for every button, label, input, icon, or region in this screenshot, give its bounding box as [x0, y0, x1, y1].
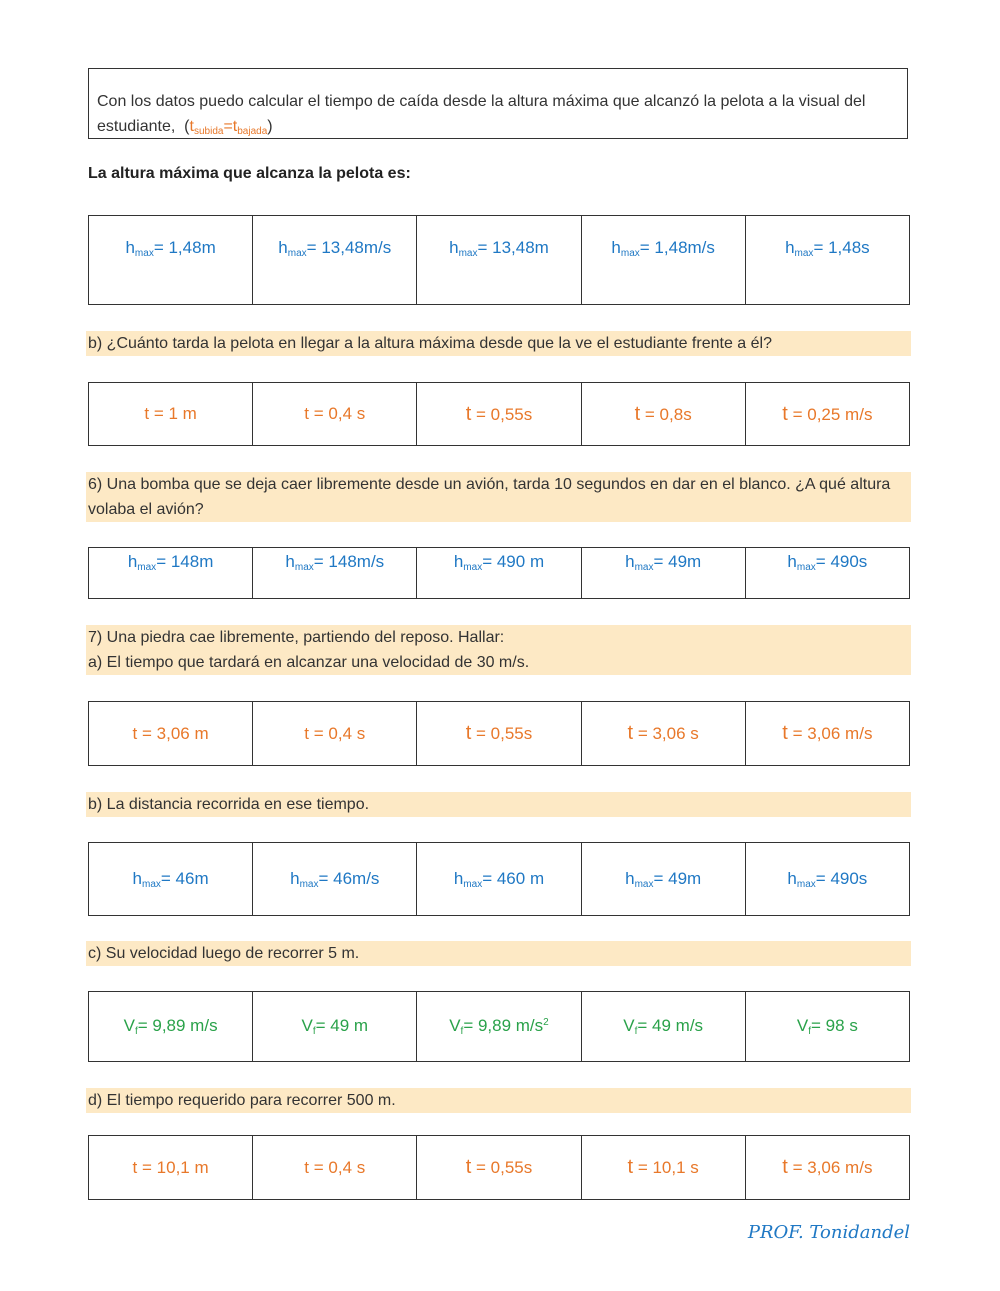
subscript: f — [634, 1026, 638, 1037]
var: h — [127, 552, 138, 571]
var: t — [782, 722, 788, 744]
options-row-2 — [88, 382, 910, 446]
subscript: max — [463, 878, 483, 890]
value: = 3,06 s — [637, 724, 699, 743]
intro-box — [88, 68, 908, 139]
value: = 46m — [160, 868, 209, 888]
option-5-4[interactable] — [581, 843, 745, 916]
value: = 9,89 m/s — [137, 1016, 218, 1035]
var: h — [132, 868, 142, 888]
intro-formula: $(t_{subida}=t_{bajada})$ — [179, 118, 273, 137]
question-b1: b) ¿Cuánto tarda la pelota en llegar a la altura máxima desde que la ve el estudiante frente a él? — [86, 331, 911, 356]
var: h — [453, 552, 464, 571]
superscript: 2 — [543, 1017, 549, 1028]
option-6-4[interactable] — [581, 992, 745, 1062]
option-7-5[interactable] — [745, 1136, 909, 1200]
value: = 0,8s — [644, 404, 692, 424]
option-4-1[interactable] — [89, 702, 253, 766]
option-4-2[interactable] — [253, 702, 417, 766]
option-6-2[interactable] — [253, 992, 417, 1062]
subscript: f — [460, 1026, 464, 1037]
value: = 46m/s — [318, 868, 380, 888]
value: = 0,4 s — [313, 404, 366, 423]
subscript: max — [634, 562, 654, 573]
question-7b: b) La distancia recorrida en ese tiempo. — [86, 792, 911, 817]
var: t — [782, 1156, 788, 1178]
question-7d: d) El tiempo requerido para recorrer 500 m. — [86, 1088, 911, 1113]
option-7-1[interactable] — [89, 1136, 253, 1200]
value: = 3,06 m/s — [792, 724, 873, 743]
value: = 148m/s — [313, 552, 385, 571]
value: = 0,55s — [475, 724, 533, 743]
options-row-6 — [88, 991, 910, 1062]
value: = 0,4 s — [313, 723, 366, 743]
option-5-3[interactable] — [417, 843, 581, 916]
value: = 13,48m/s — [306, 238, 392, 257]
t-var: t — [189, 118, 194, 135]
option-4-3[interactable] — [417, 702, 581, 766]
subscript: f — [134, 1026, 138, 1037]
subscript: max — [794, 248, 814, 259]
value: = 490s — [815, 868, 868, 888]
option-2-5[interactable] — [745, 383, 909, 446]
var: h — [625, 552, 635, 571]
question-6: 6) Una bomba que se deja caer libremente desde un avión, tarda 10 segundos en dar en el blanco. ¿A qué altura volaba el avión? — [86, 472, 911, 522]
var: t — [627, 722, 634, 744]
subscript: f — [312, 1026, 316, 1037]
option-2-1[interactable] — [89, 383, 253, 446]
intro-text: Con los datos puedo calcular el tiempo de caída desde la altura máxima que alcanzó la pelota a la visual del estudiante, — [97, 93, 866, 135]
option-7-4[interactable] — [581, 1136, 745, 1200]
option-7-2[interactable] — [253, 1136, 417, 1200]
options-row-4 — [88, 701, 910, 766]
var: t — [465, 402, 472, 425]
value: = 3,06 m/s — [792, 1158, 873, 1177]
options-row-3 — [88, 547, 910, 599]
question-7 — [86, 625, 911, 675]
value: = 49m — [653, 868, 702, 888]
option-2-3[interactable] — [417, 383, 581, 446]
subscript: max — [134, 248, 154, 259]
var: t — [782, 402, 788, 425]
option-3-5[interactable] — [745, 548, 909, 599]
var: h — [787, 552, 797, 571]
var: h — [278, 238, 288, 257]
value: = 1 m — [153, 404, 197, 423]
var: V — [123, 1016, 135, 1035]
value: = 49 m — [315, 1016, 369, 1035]
subscript: max — [142, 878, 161, 890]
question-7-line-2: a) El tiempo que tardará en alcanzar una velocidad de 30 m/s. — [88, 654, 530, 671]
var: h — [787, 868, 797, 888]
option-2-4[interactable] — [581, 383, 745, 446]
option-6-1[interactable] — [89, 992, 253, 1062]
var: t — [627, 1156, 634, 1178]
subscript: max — [294, 562, 314, 573]
value: = 148m — [156, 552, 214, 571]
option-7-3[interactable] — [417, 1136, 581, 1200]
option-3-4[interactable] — [581, 548, 745, 599]
value: = 0,55s — [475, 1158, 533, 1177]
subscript: max — [137, 562, 157, 573]
value: = 49 m/s — [637, 1016, 704, 1035]
options-row-5 — [88, 842, 910, 916]
var: V — [796, 1016, 809, 1035]
var: V — [623, 1016, 635, 1035]
value: = 490s — [815, 552, 868, 571]
value: = 10,1 s — [637, 1158, 699, 1177]
subscript: max — [287, 248, 307, 259]
options-row-7 — [88, 1135, 910, 1200]
value: = 13,48m — [477, 238, 549, 257]
sub-bajada: bajada — [237, 126, 268, 137]
value: = 0,4 s — [313, 1157, 366, 1177]
value: = 98 s — [811, 1016, 858, 1035]
option-6-5[interactable] — [745, 992, 909, 1062]
var: t — [465, 722, 472, 744]
var: t — [144, 404, 150, 423]
value: = 1,48m — [153, 238, 216, 257]
option-4-4[interactable] — [581, 702, 745, 766]
var: t — [132, 1157, 138, 1177]
option-1-5[interactable] — [745, 216, 909, 305]
t-var-2: t — [232, 118, 238, 135]
value: = 49m — [653, 552, 702, 571]
var: h — [625, 868, 635, 888]
value: = 0,55s — [475, 404, 533, 424]
var: t — [634, 402, 641, 425]
equals-sign: = — [223, 118, 233, 135]
option-5-5[interactable] — [745, 843, 909, 916]
var: t — [304, 1157, 310, 1177]
option-4-5[interactable] — [745, 702, 909, 766]
var: h — [125, 238, 135, 257]
var: h — [449, 238, 459, 257]
var: V — [449, 1016, 461, 1035]
var: h — [453, 868, 464, 888]
subscript: max — [299, 878, 319, 890]
subscript: max — [634, 878, 654, 890]
option-1-3[interactable] — [417, 216, 581, 305]
sub-subida: subida — [193, 126, 224, 137]
value: = 3,06 m — [142, 723, 209, 743]
teacher-signature: PROF. Tonidandel — [747, 1222, 910, 1243]
var: V — [301, 1016, 313, 1035]
value: = 1,48m/s — [639, 238, 715, 257]
options-row-1 — [88, 215, 910, 305]
option-1-1[interactable] — [89, 216, 253, 305]
subscript: max — [796, 562, 816, 573]
option-3-2[interactable] — [253, 548, 417, 599]
option-2-2[interactable] — [253, 383, 417, 446]
question-7-line-1: 7) Una piedra cae libremente, partiendo del reposo. Hallar: — [88, 629, 505, 646]
subscript: max — [458, 248, 478, 259]
option-3-3[interactable] — [417, 548, 581, 599]
var: t — [304, 723, 310, 743]
var: t — [304, 404, 310, 423]
value: = 9,89 m/s — [463, 1016, 544, 1035]
option-5-2[interactable] — [253, 843, 417, 916]
subscript: max — [620, 248, 640, 259]
value: = 490 m — [482, 552, 545, 571]
var: h — [290, 868, 300, 888]
option-6-3[interactable] — [417, 992, 581, 1062]
var: h — [285, 552, 295, 571]
option-1-2[interactable] — [253, 216, 417, 305]
section-heading: La altura máxima que alcanza la pelota es: — [88, 165, 411, 182]
var: t — [465, 1156, 472, 1178]
var: h — [785, 238, 795, 257]
value: = 10,1 m — [142, 1157, 209, 1177]
value: = 1,48s — [813, 238, 870, 257]
question-7c: c) Su velocidad luego de recorrer 5 m. — [86, 941, 911, 966]
subscript: max — [463, 562, 483, 573]
option-1-4[interactable] — [581, 216, 745, 305]
subscript: f — [808, 1026, 812, 1037]
option-5-1[interactable] — [89, 843, 253, 916]
value: = 460 m — [482, 868, 545, 888]
option-3-1[interactable] — [89, 548, 253, 599]
value: = 0,25 m/s — [792, 404, 873, 424]
var: t — [132, 723, 138, 743]
subscript: max — [796, 878, 816, 890]
var: h — [611, 238, 621, 257]
